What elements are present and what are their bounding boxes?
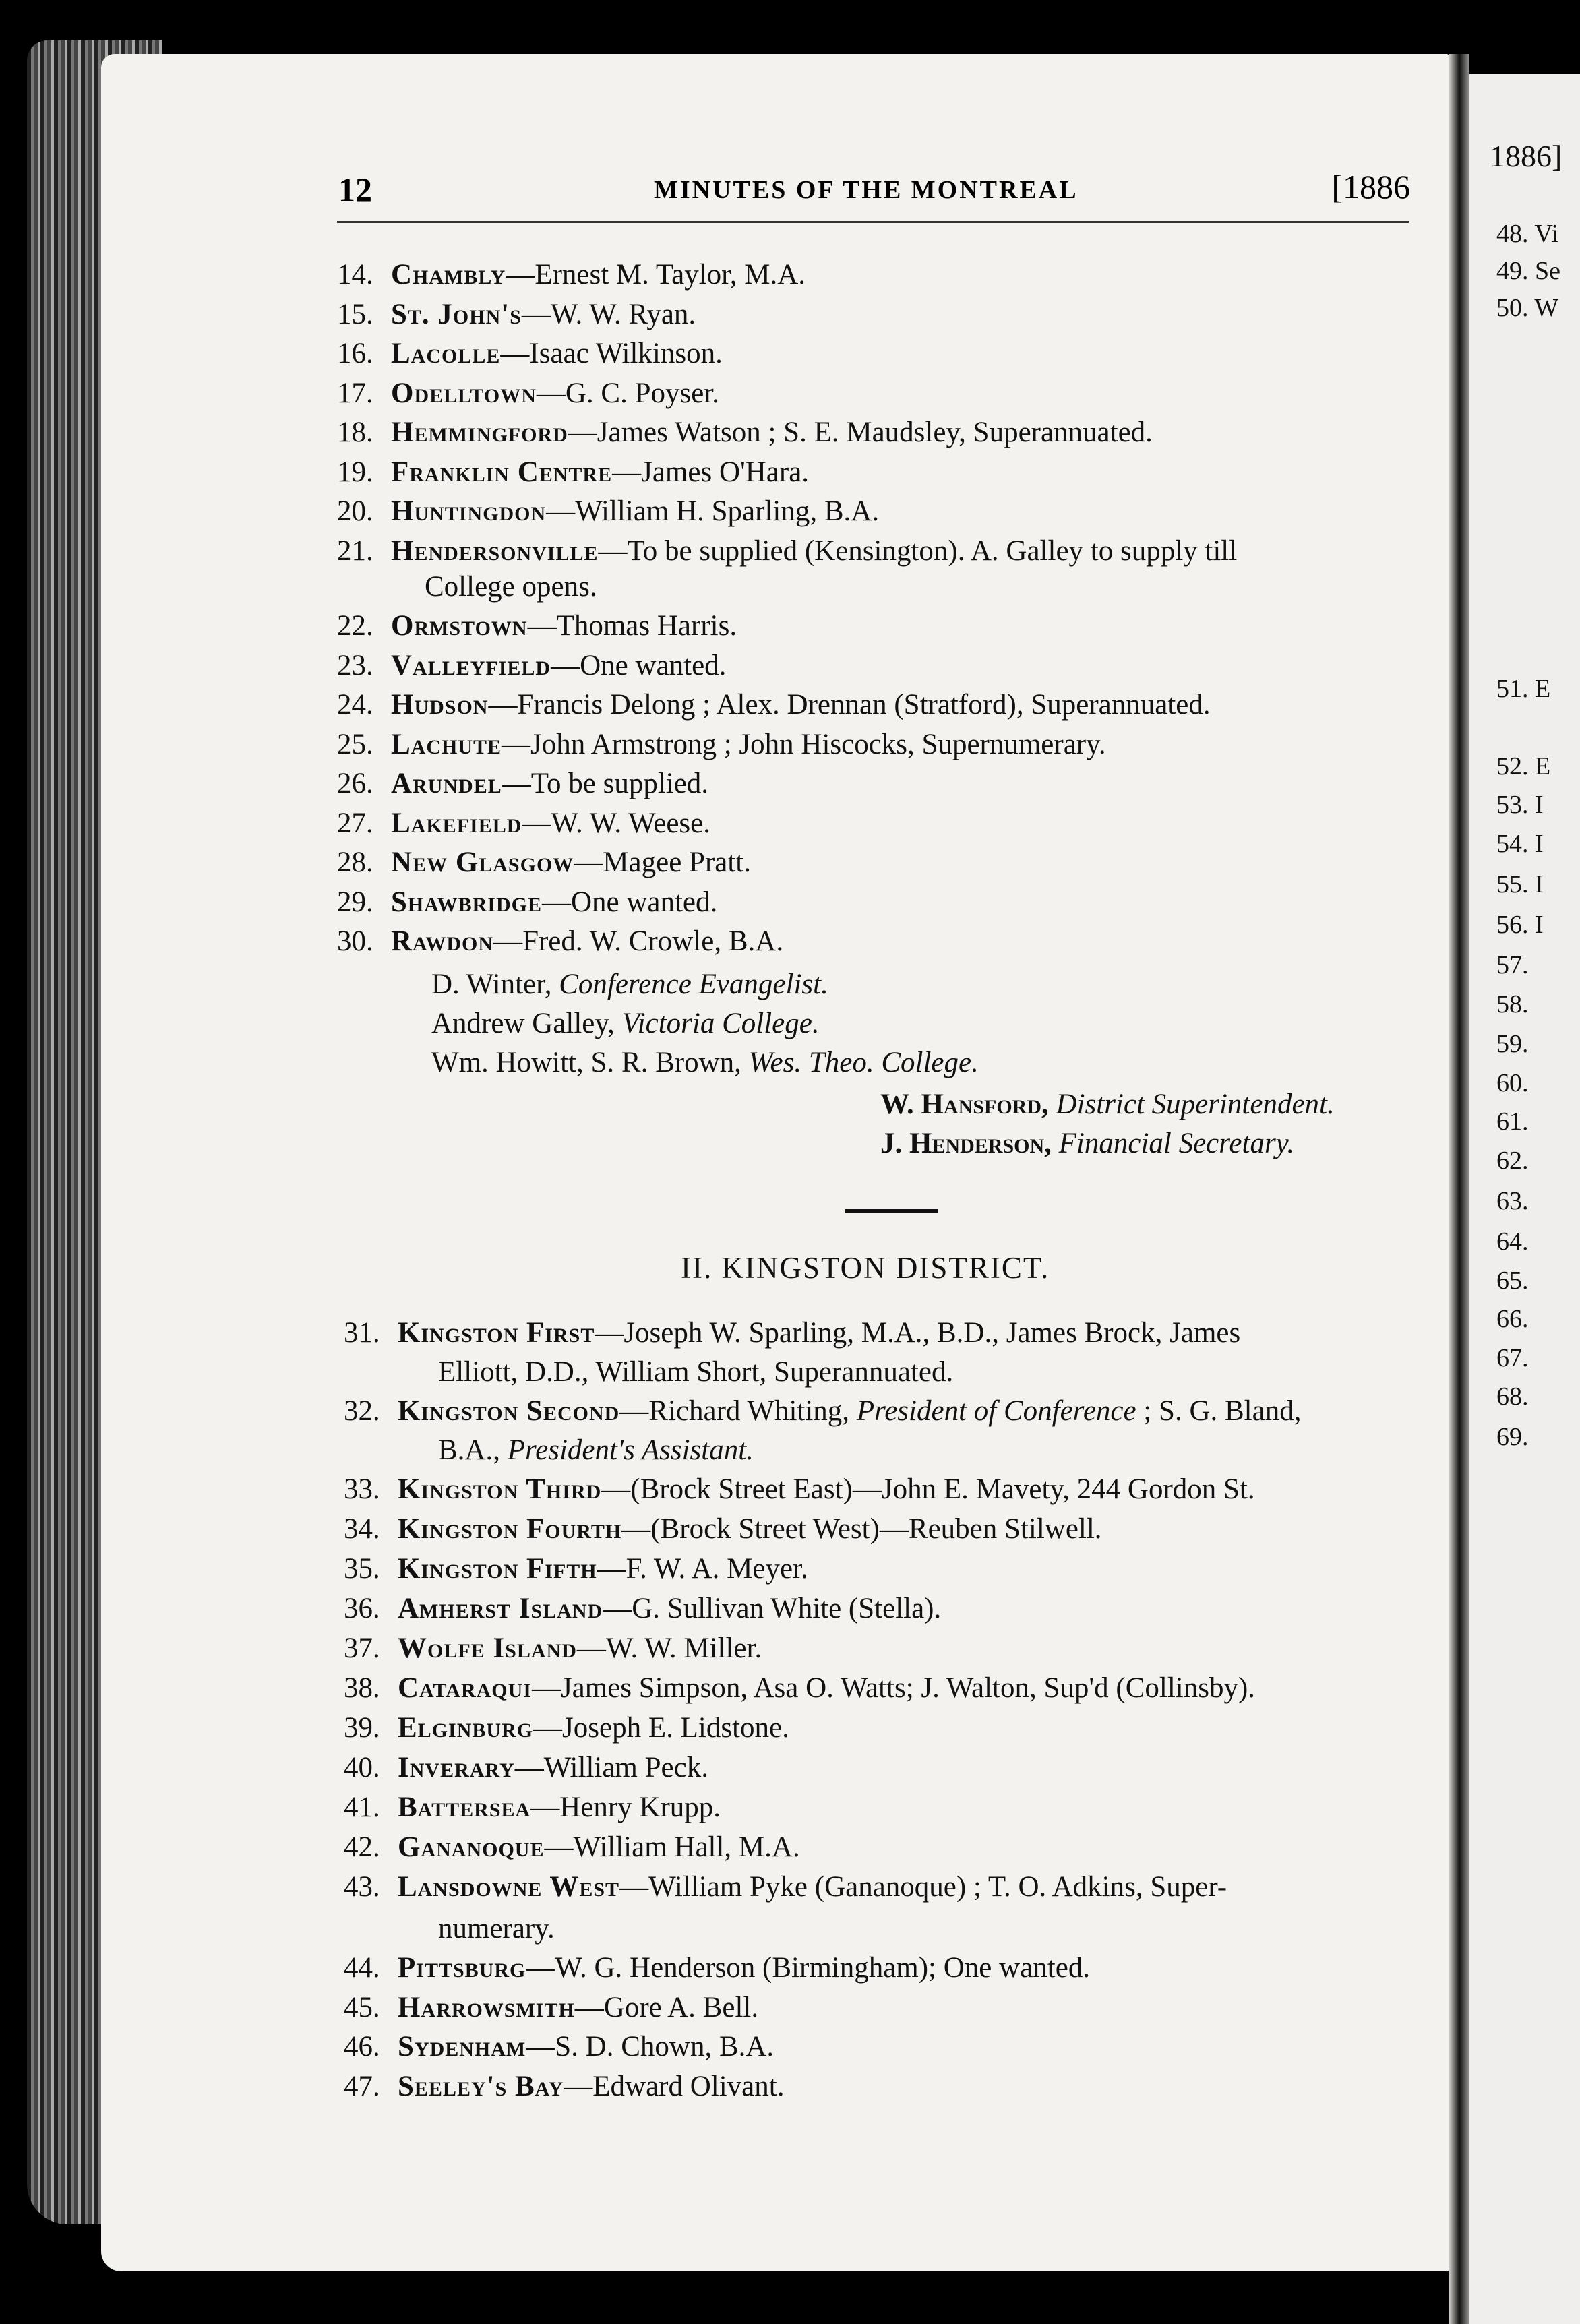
circuit-entry	[337, 607, 737, 646]
signature-secretary: J. Henderson, Financial Secretary.	[880, 1128, 1295, 1159]
circuit-entry	[344, 1669, 1255, 1708]
entry-number: 39.	[344, 1712, 380, 1744]
circuit-name: Shawbridge	[391, 886, 542, 918]
entry-number: 38.	[344, 1672, 380, 1704]
circuit-entry	[344, 1550, 808, 1589]
entry-number: 35.	[344, 1553, 380, 1585]
circuit-name: Cataraqui	[398, 1672, 532, 1704]
entry-number: 17.	[337, 377, 373, 409]
circuit-entry	[337, 843, 751, 882]
entry-number: 21.	[337, 534, 373, 567]
circuit-name: Kingston Fifth	[398, 1553, 597, 1585]
circuit-appointment: —Thomas Harris.	[527, 610, 737, 642]
circuit-entry	[344, 1589, 941, 1628]
circuit-appointment: —Ernest M. Taylor, M.A.	[506, 259, 806, 290]
circuit-entry	[344, 1629, 762, 1668]
circuit-entry	[337, 453, 809, 492]
right-page-entry: 59.	[1496, 1030, 1529, 1058]
appointment-note: Andrew Galley, Victoria College.	[431, 1008, 820, 1039]
circuit-name: Franklin Centre	[391, 456, 613, 488]
circuit-appointment: —Joseph W. Sparling, M.A., B.D., James Brock, James	[595, 1317, 1241, 1349]
circuit-entry	[344, 1868, 1227, 1907]
circuit-appointment: —John Armstrong ; John Hiscocks, Supernumerary.	[502, 728, 1106, 760]
section-divider	[845, 1209, 938, 1213]
entry-number: 31.	[344, 1317, 380, 1349]
circuit-appointment: —S. D. Chown, B.A.	[526, 2031, 774, 2062]
entry-number: 18.	[337, 417, 373, 448]
circuit-appointment: —(Brock Street East)—John E. Mavety, 244 Gordon St.	[601, 1473, 1255, 1505]
right-page-entry: 64.	[1496, 1227, 1529, 1256]
right-page-entry: 49. Se	[1496, 257, 1560, 285]
circuit-entry	[344, 1314, 1240, 1353]
circuit-name: Battersea	[398, 1792, 531, 1823]
circuit-appointment: —G. Sullivan White (Stella).	[603, 1593, 942, 1624]
entry-number: 24.	[337, 689, 373, 721]
circuit-appointment: —Joseph E. Lidstone.	[533, 1712, 789, 1744]
entry-number: 26.	[337, 768, 373, 799]
circuit-entry	[337, 764, 708, 803]
circuit-entry	[337, 646, 726, 685]
right-page-entry: 57.	[1496, 951, 1529, 979]
circuit-entry	[344, 1828, 800, 1867]
circuit-entry	[337, 922, 783, 961]
circuit-name: Lansdowne West	[398, 1871, 620, 1903]
circuit-entry	[344, 1788, 721, 1827]
circuit-name: Gananoque	[398, 1831, 545, 1863]
circuit-name: Kingston First	[398, 1317, 595, 1349]
circuit-entry	[337, 255, 806, 295]
header-year: [1886	[1331, 168, 1410, 206]
circuit-entry	[337, 492, 879, 531]
circuit-entry	[344, 2067, 784, 2106]
circuit-appointment: —James Watson ; S. E. Maudsley, Superannuated.	[568, 417, 1153, 448]
circuit-appointment: —Fred. W. Crowle, B.A.	[493, 925, 784, 957]
circuit-appointment: —One wanted.	[541, 886, 718, 918]
circuit-appointment: —To be supplied.	[502, 768, 709, 799]
circuit-appointment: —James Simpson, Asa O. Watts; J. Walton, Sup'd (Collinsby).	[531, 1672, 1256, 1704]
entry-number: 14.	[337, 259, 373, 290]
right-page-entry: 58.	[1496, 990, 1529, 1018]
circuit-name: Huntingdon	[391, 495, 547, 527]
circuit-appointment: —James O'Hara.	[612, 456, 810, 488]
district-heading: II. KINGSTON DISTRICT.	[681, 1251, 1050, 1285]
right-page-year: 1886]	[1490, 139, 1562, 173]
circuit-appointment: —One wanted.	[551, 649, 727, 681]
right-page-entry: 54. I	[1496, 830, 1544, 858]
entry-number: 22.	[337, 610, 373, 642]
circuit-appointment: —(Brock Street West)—Reuben Stilwell.	[621, 1513, 1102, 1545]
right-page-entry: 52. E	[1496, 752, 1551, 781]
circuit-appointment: —W. W. Miller.	[576, 1632, 762, 1664]
circuit-name: Lachute	[391, 728, 502, 760]
circuit-appointment: —William Peck.	[514, 1752, 708, 1783]
entry-number: 19.	[337, 456, 373, 488]
appointment-note: D. Winter, Conference Evangelist.	[431, 969, 828, 1000]
circuit-appointment: —F. W. A. Meyer.	[597, 1553, 808, 1585]
entry-continuation: College opens.	[425, 571, 597, 603]
entry-number: 46.	[344, 2031, 380, 2062]
entry-number: 45.	[344, 1991, 380, 2023]
signature-superintendent: W. Hansford, District Superintendent.	[880, 1089, 1335, 1120]
circuit-appointment: —Edward Olivant.	[564, 2070, 785, 2102]
entry-number: 47.	[344, 2070, 380, 2102]
right-page-entry: 67.	[1496, 1344, 1529, 1372]
circuit-appointment: —W. W. Weese.	[522, 807, 710, 839]
circuit-appointment: —Isaac Wilkinson.	[500, 338, 723, 369]
circuit-entry	[344, 1510, 1102, 1549]
entry-continuation: Elliott, D.D., William Short, Superannuated.	[438, 1356, 954, 1388]
circuit-entry	[344, 1748, 708, 1787]
circuit-entry	[337, 685, 1211, 725]
circuit-name: Chambly	[391, 259, 506, 290]
entry-number: 41.	[344, 1792, 380, 1823]
entry-number: 43.	[344, 1871, 380, 1903]
right-page-entry: 51. E	[1496, 675, 1551, 703]
circuit-entry	[337, 883, 717, 922]
entry-number: 27.	[337, 807, 373, 839]
entry-number: 36.	[344, 1593, 380, 1624]
circuit-entry	[344, 1988, 758, 2027]
right-page-entry: 62.	[1496, 1146, 1529, 1175]
circuit-name: Lacolle	[391, 338, 501, 369]
page-number: 12	[338, 171, 372, 208]
entry-number: 16.	[337, 338, 373, 369]
circuit-entry: 32. Kingston Second—Richard Whiting, President of Conference ; S. G. Bland,	[344, 1395, 1302, 1427]
circuit-name: Lakefield	[391, 807, 522, 839]
right-page-entry: 50. W	[1496, 294, 1559, 322]
entry-number: 29.	[337, 886, 373, 918]
circuit-name: Amherst Island	[398, 1593, 603, 1624]
circuit-name: Ormstown	[391, 610, 528, 642]
page-title: MINUTES OF THE MONTREAL	[654, 176, 1078, 204]
circuit-name: Elginburg	[398, 1712, 534, 1744]
circuit-entry	[337, 334, 723, 373]
circuit-entry	[344, 2027, 774, 2067]
book-gutter	[1449, 54, 1469, 2324]
circuit-appointment: —W. W. Ryan.	[521, 298, 696, 330]
right-page-entry: 55. I	[1496, 870, 1544, 898]
right-page-entry: 65.	[1496, 1266, 1529, 1295]
circuit-name: Seeley's Bay	[398, 2070, 564, 2102]
right-page-entry: 53. I	[1496, 791, 1544, 819]
entry-number: 25.	[337, 728, 373, 760]
right-page-entry: 63.	[1496, 1187, 1529, 1215]
right-page-entry: 66.	[1496, 1305, 1529, 1333]
circuit-name: Inverary	[398, 1752, 515, 1783]
running-head	[330, 167, 1422, 214]
circuit-entry	[344, 1709, 789, 1748]
circuit-name: Sydenham	[398, 2031, 526, 2062]
circuit-appointment: —Francis Delong ; Alex. Drennan (Stratford), Superannuated.	[488, 689, 1211, 721]
entry-number: 40.	[344, 1752, 380, 1783]
entry-number: 42.	[344, 1831, 380, 1863]
circuit-appointment: —Magee Pratt.	[574, 847, 751, 878]
circuit-name: Harrowsmith	[398, 1991, 575, 2023]
circuit-name: Rawdon	[391, 925, 494, 957]
circuit-appointment: —To be supplied (Kensington). A. Galley to supply till	[598, 534, 1238, 567]
circuit-entry	[344, 1949, 1090, 1988]
right-page-entry: 60.	[1496, 1069, 1529, 1097]
circuit-appointment: —William Pyke (Gananoque) ; T. O. Adkins, Super-	[619, 1871, 1227, 1903]
entry-number: 33.	[344, 1473, 380, 1505]
right-page-entry: 68.	[1496, 1382, 1529, 1411]
right-page-entry: 69.	[1496, 1423, 1529, 1451]
entry-number: 20.	[337, 495, 373, 527]
circuit-appointment: —William Hall, M.A.	[544, 1831, 800, 1863]
circuit-entry	[337, 804, 710, 843]
circuit-name: St. John's	[391, 298, 522, 330]
entry-number: 37.	[344, 1632, 380, 1664]
circuit-name: Pittsburg	[398, 1952, 526, 1984]
circuit-entry	[344, 1470, 1255, 1509]
entry-number: 44.	[344, 1952, 380, 1984]
circuit-name: Wolfe Island	[398, 1632, 577, 1664]
circuit-name: Arundel	[391, 768, 502, 799]
circuit-appointment: —G. C. Poyser.	[536, 377, 720, 409]
entry-number: 28.	[337, 847, 373, 878]
right-page-entry: 56. I	[1496, 911, 1544, 939]
circuit-entry	[337, 413, 1153, 452]
circuit-entry	[337, 295, 696, 334]
entry-number: 23.	[337, 649, 373, 681]
circuit-name: Kingston Third	[398, 1473, 602, 1505]
circuit-appointment: —W. G. Henderson (Birmingham); One wanted.	[526, 1952, 1091, 1984]
circuit-appointment: —Gore A. Bell.	[574, 1991, 759, 2023]
appointment-note: Wm. Howitt, S. R. Brown, Wes. Theo. College.	[431, 1047, 979, 1078]
circuit-entry	[337, 725, 1106, 764]
circuit-name: Hudson	[391, 689, 489, 721]
entry-number: 30.	[337, 925, 373, 957]
circuit-appointment: —William H. Sparling, B.A.	[546, 495, 880, 527]
circuit-entry	[337, 374, 719, 413]
entry-number: 15.	[337, 298, 373, 330]
right-page-entry: 61.	[1496, 1107, 1529, 1136]
circuit-name: Hemmingford	[391, 417, 568, 448]
circuit-entry	[337, 532, 1237, 571]
entry-continuation: numerary.	[438, 1913, 555, 1945]
circuit-name: Kingston Fourth	[398, 1513, 622, 1545]
entry-continuation: B.A., President's Assistant.	[438, 1434, 754, 1466]
entry-number: 34.	[344, 1513, 380, 1545]
circuit-name: Hendersonville	[391, 534, 599, 567]
circuit-name: Odelltown	[391, 377, 537, 409]
circuit-name: Valleyfield	[391, 649, 551, 681]
header-rule	[337, 221, 1409, 223]
right-page-entry: 48. Vi	[1496, 220, 1559, 248]
circuit-name: New Glasgow	[391, 847, 574, 878]
circuit-appointment: —Henry Krupp.	[530, 1792, 721, 1823]
